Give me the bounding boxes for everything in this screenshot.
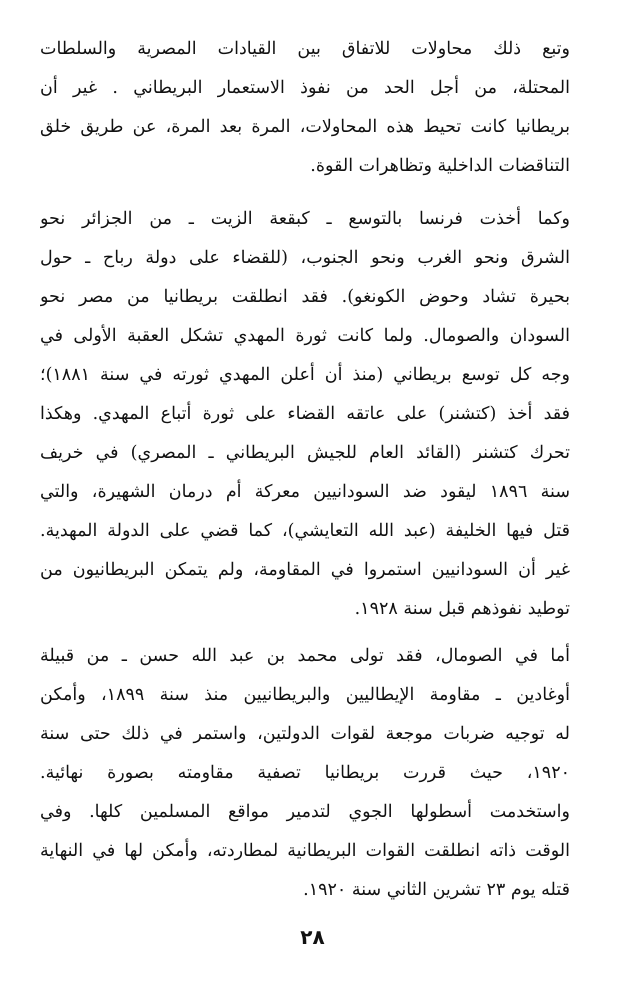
paragraph-2 <box>40 200 570 629</box>
paragraph-line: أما في الصومال، فقد تولى محمد بن عبد الله حسن ـ من قبيلة <box>40 646 570 666</box>
paragraph-line: له توجيه ضربات موجعة لقوات الدولتين، واستمر في ذلك حتى سنة <box>40 724 570 744</box>
page-number: ٢٨ <box>300 925 325 949</box>
paragraph-line: وكما أخذت فرنسا بالتوسع ـ كبقعة الزيت ـ من الجزائر نحو <box>40 209 570 229</box>
paragraph-line: المحتلة، من أجل الحد من نفوذ الاستعمار البريطاني . غير أن <box>40 78 570 98</box>
paragraph-line: أوغادين ـ مقاومة الإيطاليين والبريطانيين منذ سنة ١٨٩٩، وأمكن <box>40 685 570 705</box>
paragraph-line: واستخدمت أسطولها الجوي لتدمير مواقع المسلمين كلها. وفي <box>40 802 570 822</box>
paragraph-line: توطيد نفوذهم قبل سنة ١٩٢٨. <box>354 599 570 619</box>
paragraph-line: الشرق ونحو الغرب ونحو الجنوب، (للقضاء على دولة رباح ـ حول <box>40 248 570 268</box>
paragraph-line: قتله يوم ٢٣ تشرين الثاني سنة ١٩٢٠. <box>303 880 570 900</box>
paragraph-line: ١٩٢٠، حيث قررت بريطانيا تصفية مقاومته بصورة نهائية. <box>40 763 570 783</box>
paragraph-line: قتل فيها الخليفة (عبد الله التعايشي)، كما قضي على الدولة المهدية. <box>40 521 570 541</box>
paragraph-line: وتبع ذلك محاولات للاتفاق بين القيادات المصرية والسلطات <box>40 39 570 59</box>
paragraph-line: السودان والصومال. ولما كانت ثورة المهدي تشكل العقبة الأولى في <box>40 326 570 346</box>
paragraph-1 <box>40 30 570 186</box>
paragraph-line: بحيرة تشاد وحوض الكونغو). فقد انطلقت بريطانيا من مصر نحو <box>40 287 570 307</box>
paragraph-line: سنة ١٨٩٦ ليقود ضد السودانيين معركة أم درمان الشهيرة، والتي <box>40 482 570 502</box>
paragraph-line: بريطانيا كانت تحيط هذه المحاولات، المرة بعد المرة، عن طريق خلق <box>40 117 570 137</box>
paragraph-line: تحرك كتشنر (القائد العام للجيش البريطاني ـ المصري) في خريف <box>40 443 570 463</box>
paragraph-3 <box>40 637 570 910</box>
paragraph-line: وجه كل توسع بريطاني (منذ أن أعلن المهدي ثورته في سنة ١٨٨١)؛ <box>40 365 570 385</box>
paragraph-line: فقد أخذ (كتشنر) على عاتقه القضاء على ثورة أتباع المهدي. وهكذا <box>40 404 570 424</box>
paragraph-line: الوقت ذاته انطلقت القوات البريطانية لمطاردته، وأمكن لها في النهاية <box>40 841 570 861</box>
paragraph-line: التناقضات الداخلية وتظاهرات القوة. <box>310 156 570 176</box>
paragraph-line: غير أن السودانيين استمروا في المقاومة، ولم يتمكن البريطانيون من <box>40 560 570 580</box>
